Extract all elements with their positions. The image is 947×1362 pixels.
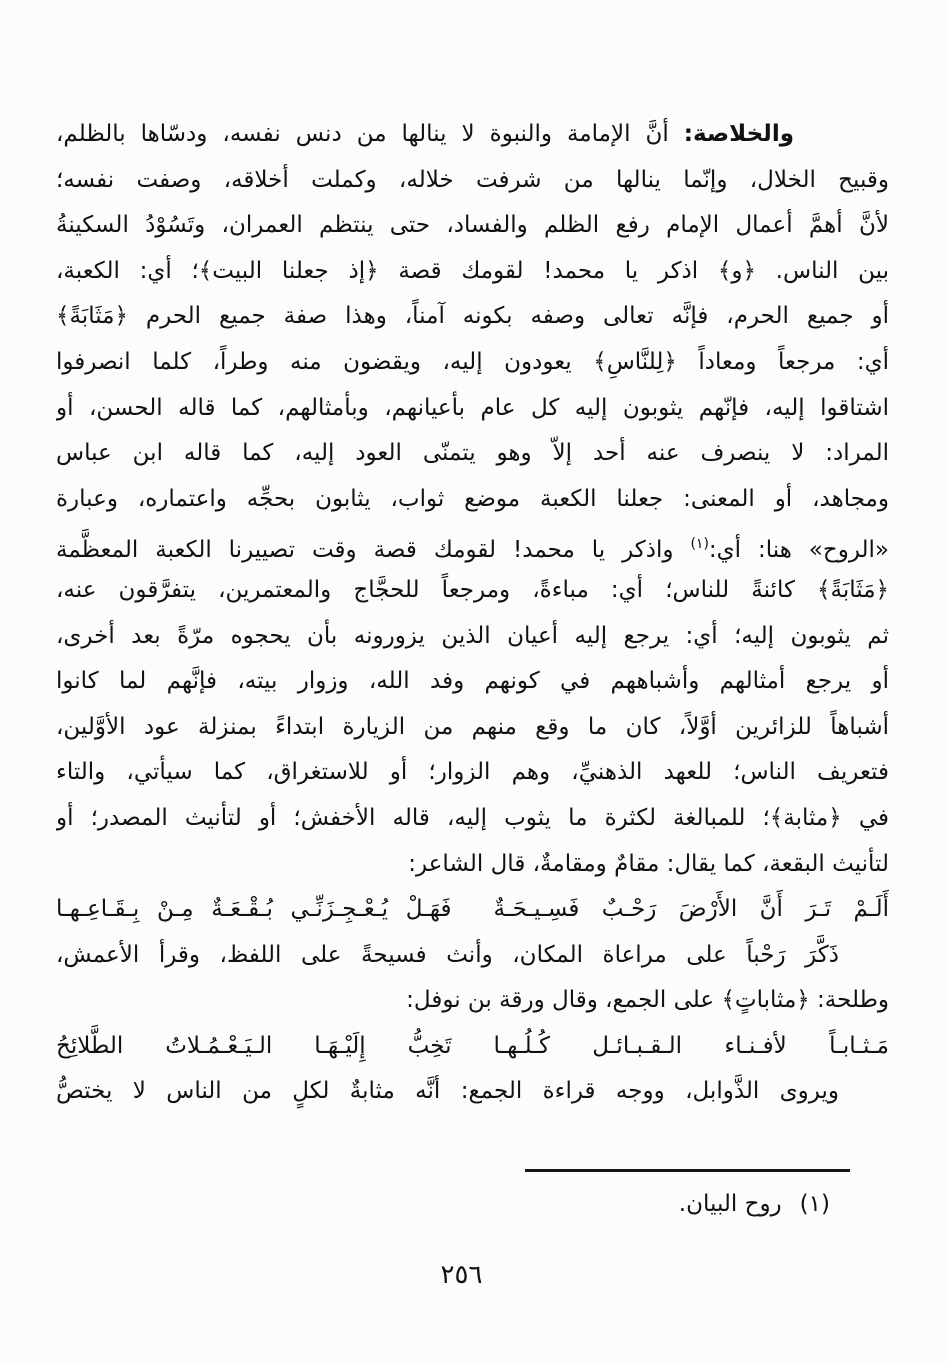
hemistich: مَـثـابـاً لأفـنـاء الـقـبـائـل كُـلُـهـا [493,1032,889,1059]
page-number: ٢٥٦ [440,1260,483,1290]
footnote-text: روح البيان. [678,1191,782,1217]
footnote [56,1184,830,1224]
text-line: وقبيح الخلال، وإنّما ينالها من شرفت خلاله، وكملت أخلاقه، وصفت نفسه؛ [56,166,889,193]
text-line [56,112,889,158]
main-text [56,112,889,1115]
text-line: أي: مرجعاً ومعاداً ﴿لِلنَّاسِ﴾ يعودون إليه، ويقضون منه وطراً، كلما انصرفوا [56,348,889,375]
text-line: أشباهاً للزائرين أوَّلاً، كان ما وقع منهم من الزيارة ابتداءً بمنزلة عود الأوَّلين، [56,713,889,740]
text-segment: أنَّ الإمامة والنبوة لا ينالها من دنس نفسه، ودسّاها بالظلم، [56,121,684,147]
text-line: ذَكَّرَ رَحْباً على مراعاة المكان، وأنث فسيحةً على اللفظ، وقرأ الأعمش، [56,941,839,968]
text-line: فتعريف الناس؛ للعهد الذهنيِّ، وهم الزوار؛ أو للاستغراق، كما سيأتي، والتاء [56,759,889,786]
hemistich: فَهَـلْ يُـعْـجِـزَنِّـي بُـقْـعَـةٌ مِـنْ بِـقَـاعِـهـا [56,896,452,923]
poetry-line [56,1024,889,1070]
text-segment: واذكر يا محمد! لقومك قصة وقت تصييرنا الكعبة المعظَّمة [56,537,691,564]
footnote-ref: (١) [690,536,709,553]
text-line: في ﴿مثابة﴾؛ للمبالغة لكثرة ما يثوب إليه، قاله الأخفش؛ أو لتأنيث المصدر؛ أو [56,804,889,831]
hemistich: أَلَـمْ تَـرَ أَنَّ الأَرْضَ رَحْـبٌ فَسِـيـحَـةٌ [493,896,889,923]
text-line: ثم يثوبون إليه؛ أي: يرجع إليه أعيان الذين يزورونه بأن يحجوه مرّةً بعد أخرى، [56,622,889,649]
text-segment: «الروح» هنا: أي: [708,537,889,564]
text-line: المراد: لا ينصرف عنه أحد إلاّ وهو يتمنّى العود إليه، كما قاله ابن عباس [56,440,889,467]
text-line: لتأنيث البقعة، كما يقال: مقامٌ ومقامةٌ، قال الشاعر: [408,850,889,877]
text-line [56,522,889,568]
lead-word: والخلاصة: [683,121,794,147]
text-line: اشتاقوا إليه، فإنّهم يثوبون إليه كل عام بأعيانهم، وبأمثالهم، كما قاله الحسن، أو [56,394,889,421]
text-line: أو جميع الحرم، فإنَّه تعالى وصفه بكونه آمناً، وهذا صفة جميع الحرم ﴿مَثَابَةً﴾ [56,303,889,330]
text-line: ومجاهد، أو المعنى: جعلنا الكعبة موضع ثواب، يثابون بحجِّه واعتماره، وعبارة [56,485,889,512]
text-line: ﴿مَثَابَةً﴾ كائنةً للناس؛ أي: مباءةً، ومرجعاً للحجَّاج والمعتمرين، يتفرَّقون عنه، [56,576,889,603]
footnote-divider [525,1169,850,1172]
text-line: وطلحة: ﴿مثاباتٍ﴾ على الجمع، وقال ورقة بن نوفل: [406,987,889,1014]
hemistich: تَخِبُّ إِلَيْـهَـا الـيَـعْـمُـلاتُ الطَّلائِحُ [56,1032,452,1059]
text-line: بين الناس. ﴿و﴾ اذكر يا محمد! لقومك قصة ﴿إذ جعلنا البيت﴾؛ أي: الكعبة، [56,257,889,284]
footnote-marker: (١) [799,1191,830,1217]
text-line: أو يرجع أمثالهم وأشباههم في كونهم وفد الله، وزوار بيته، فإنَّهم لما كانوا [56,668,889,695]
text-line: ويروى الذَّوابل، ووجه قراءة الجمع: أنَّه مثابةٌ لكلٍ من الناس لا يختصُّ [56,1078,839,1105]
text-line: لأنَّ أهمَّ أعمال الإمام رفع الظلم والفساد، حتى ينتظم العمران، وتَسُوْدُ السكينةُ [56,212,889,239]
poetry-line [56,887,889,933]
